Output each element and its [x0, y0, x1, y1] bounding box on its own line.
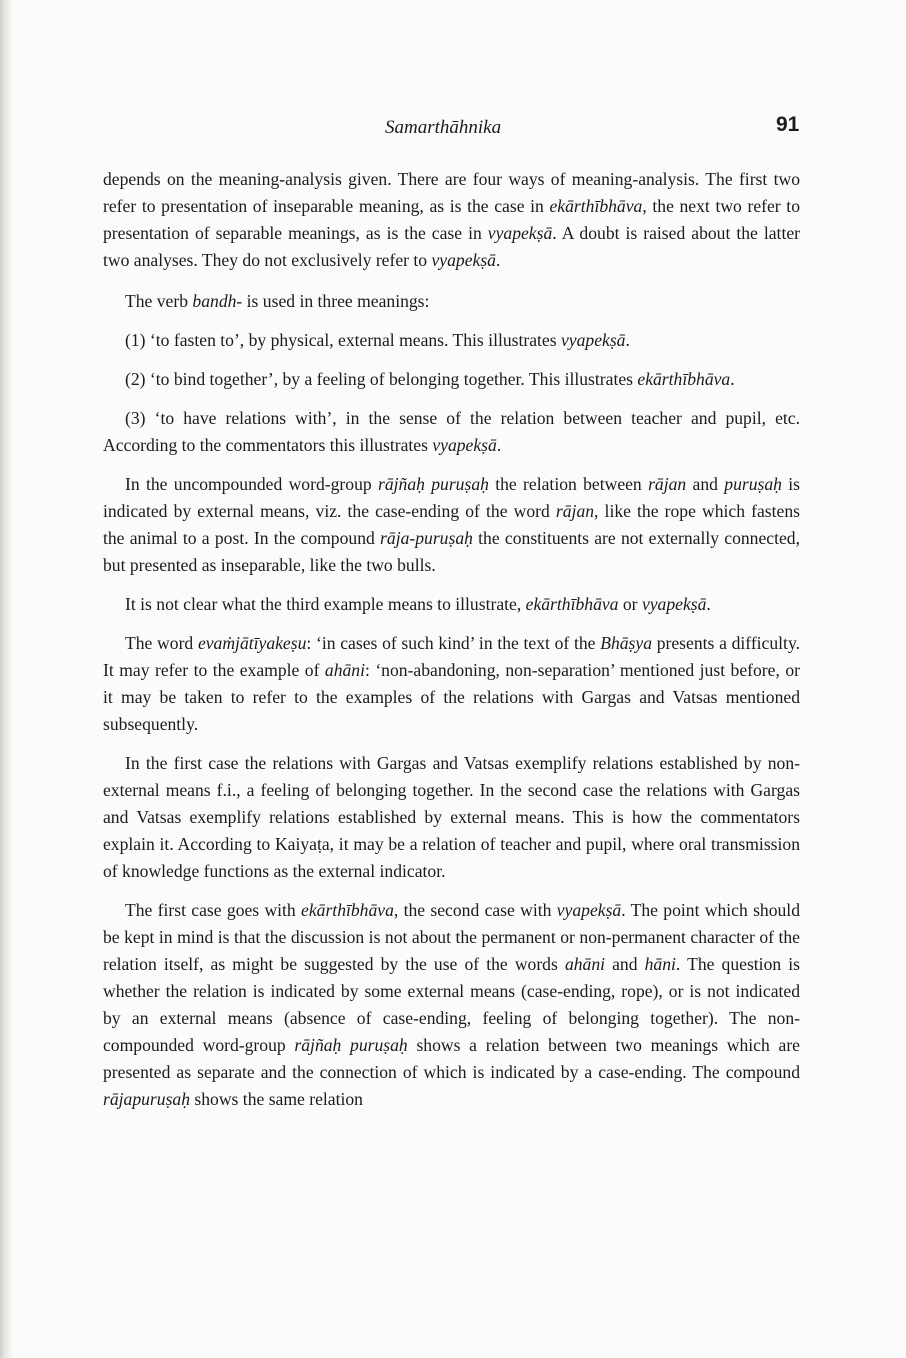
italic-term: ekārthībhāva — [549, 196, 643, 216]
text-run: shows the same relation — [190, 1089, 363, 1109]
text-run: is indicated by external means, viz. the case-ending of the word — [103, 474, 801, 521]
text-run: . — [730, 369, 735, 389]
italic-term: rājñaḥ puruṣaḥ — [294, 1035, 408, 1055]
page-number: 91 — [776, 113, 800, 136]
text-run: (1) ‘to fasten to’, by physical, external means. This illustrates — [125, 330, 561, 350]
paragraph — [103, 366, 800, 393]
italic-term: vyapekṣā — [556, 900, 622, 920]
italic-term: ekārthībhāva — [301, 900, 394, 920]
paragraph — [103, 591, 800, 618]
italic-term: bandh- — [192, 291, 243, 311]
running-head: Samarthāhnika — [385, 117, 502, 138]
paragraph — [103, 288, 800, 315]
page-header — [0, 113, 906, 143]
scan-edge — [0, 0, 14, 1358]
italic-term: Bhāṣya — [600, 633, 652, 653]
text-run: , the next two refer to presentation of separable meanings, as is the case in — [103, 196, 800, 243]
text-run: The first case goes with — [125, 900, 302, 920]
paragraph — [103, 471, 800, 579]
text-run: : ‘non-abandoning, non-separation’ mentioned just before, or it may be taken to refer to the examples of the relations with Gargas and Vatsas mentioned subsequently. — [103, 660, 800, 734]
italic-term: ekārthībhāva — [637, 369, 731, 389]
italic-term: ekārthībhāva — [525, 594, 619, 614]
text-run: and — [605, 954, 645, 974]
text-run: , like the rope which fastens the animal to a post. In the compound — [103, 501, 800, 548]
text-run: . — [495, 250, 501, 270]
text-run: In the uncompounded word-group — [125, 474, 378, 494]
text-run: presents a difficulty. It may refer to the example of — [103, 633, 800, 680]
paragraph — [103, 405, 800, 459]
text-run: or — [618, 594, 642, 614]
text-run: (2) ‘to bind together’, by a feeling of belonging together. This illustrates — [125, 369, 638, 389]
text-run: In the first case the relations with Gargas and Vatsas exemplify relations established by non-external means f.i., a feeling of belonging together. In the second case the relations with Gargas and Vatsas exemplify relations established by external means. This is how the commentators explain it. According to Kaiyaṭa, it may be a relation of teacher and pupil, where oral transmission of knowledge functions as the external indicator. — [103, 753, 800, 881]
italic-term: rājan — [555, 501, 595, 521]
paragraph — [103, 750, 800, 885]
italic-term: puruṣaḥ — [724, 474, 782, 494]
text-run: the relation between — [488, 474, 649, 494]
italic-term: evaṁjātīyakeṣu — [197, 633, 307, 653]
paragraph — [103, 327, 800, 354]
italic-term: vyapekṣā — [487, 223, 553, 243]
italic-term: vyapekṣā — [431, 250, 496, 270]
paragraph — [103, 897, 800, 1113]
text-run: (3) ‘to have relations with’, in the sense of the relation between teacher and pupil, etc. According to the commentators this illustrates — [103, 408, 800, 455]
text-run: : ‘in cases of such kind’ in the text of the — [306, 633, 601, 653]
italic-term: vyapekṣā — [561, 330, 626, 350]
paragraph — [103, 630, 800, 738]
text-run: shows a relation between two meanings which are presented as separate and the connection of which is indicated by a case-ending. The compound — [103, 1035, 800, 1082]
text-run: , the second case with — [393, 900, 557, 920]
italic-term: rāja-puruṣaḥ — [380, 528, 473, 548]
text-run: is used in three meanings: — [242, 291, 430, 311]
text-run: . — [496, 435, 502, 455]
italic-term: rājapuruṣaḥ — [103, 1089, 191, 1109]
text-run: . — [706, 594, 711, 614]
body-text — [103, 166, 800, 1125]
text-run: The word — [125, 633, 198, 653]
text-run: the constituents are not externally connected, but presented as inseparable, like the two bulls. — [103, 528, 800, 575]
italic-term: vyapekṣā — [641, 594, 707, 614]
italic-term: rājan — [648, 474, 687, 494]
italic-term: rājñaḥ puruṣaḥ — [377, 474, 489, 494]
italic-term: vyapekṣā — [432, 435, 497, 455]
italic-term: ahāni — [324, 660, 365, 680]
text-run: The verb — [125, 291, 193, 311]
text-run: and — [686, 474, 725, 494]
text-run: . — [625, 330, 630, 350]
italic-term: ahāni — [564, 954, 606, 974]
text-run: . The point which should be kept in mind is that the discussion is not about the permanent or non-permanent character of the relation itself, as might be suggested by the use of the words — [103, 900, 800, 974]
paragraph — [103, 166, 800, 274]
text-run: It is not clear what the third example means to illustrate, — [125, 594, 526, 614]
text-run: . A doubt is raised about the latter two analyses. They do not exclusively refer to — [103, 223, 800, 270]
text-run: . The question is whether the relation is indicated by some external means (case-ending, rope), or is not indicated by an external means (absence of case-ending, feeling of belonging together). The non-compounded word-group — [103, 954, 800, 1055]
text-run: depends on the meaning-analysis given. There are four ways of meaning-analysis. The first two refer to presentation of inseparable meaning, as is the case in — [103, 169, 800, 216]
italic-term: hāni — [644, 954, 676, 974]
